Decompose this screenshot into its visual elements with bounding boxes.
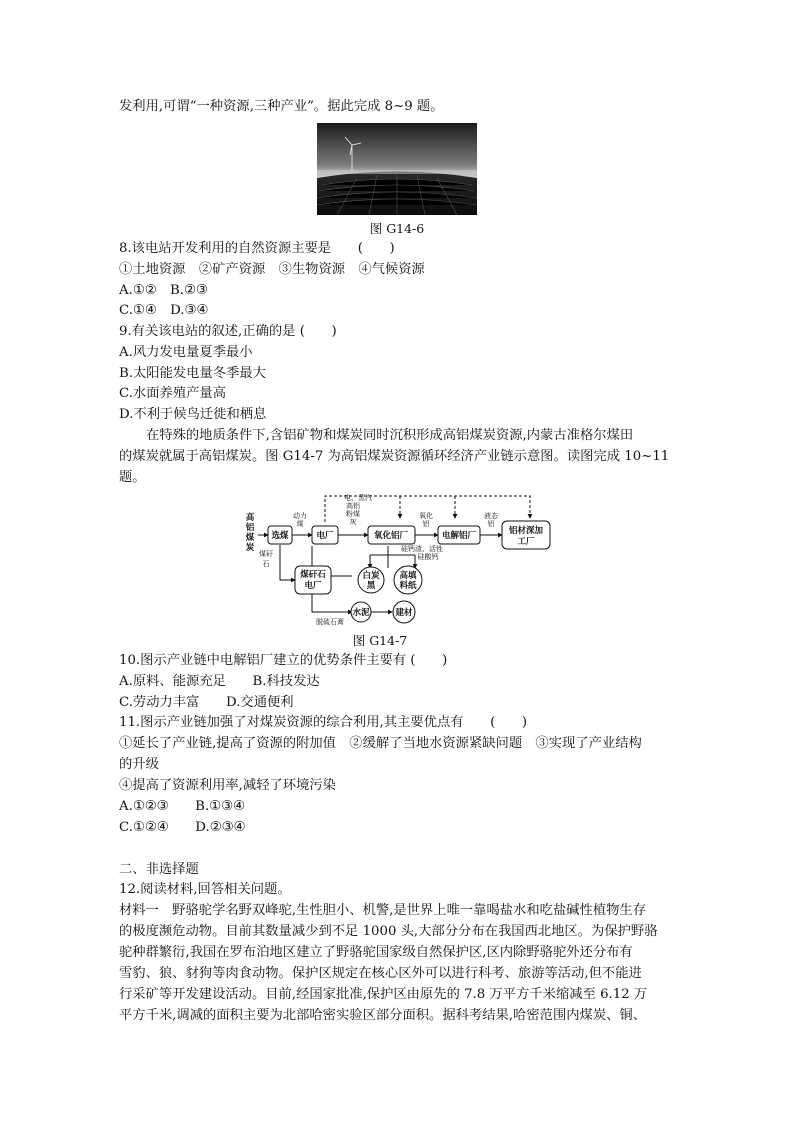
q12-stem: 12.阅读材料,回答相关问题。 [119,882,291,897]
circle-gaotian-2: 料纸 [399,581,417,591]
q11-items-1b: 的升级 [119,757,159,772]
q8-stem: 8.该电站开发利用的自然资源主要是 ( ) [119,241,395,256]
q10-options-ab: A.原料、能源充足 B.科技发达 [119,674,320,689]
label-yetailv-2: 铝 [487,520,495,528]
q9-option-c: C.水面养殖产量高 [119,386,227,401]
label-yanghualv-1: 氧化 [419,512,433,520]
q11-options-cd: C.①②④ D.②③④ [119,820,246,835]
box-lvcai-1: 铝材深加 [508,526,544,536]
fig6-caption: 图 G14-6 [369,221,425,236]
q12-line-5: 行采矿等开发建设活动。目前,经国家批准,保护区由原先的 7.8 万平方千米缩减至 6.12 万 [119,987,648,1002]
q9-stem: 9.有关该电站的叙述,正确的是 ( ) [119,324,337,339]
q8-options-cd: C.①④ D.③④ [119,303,209,318]
q11-items-2: ④提高了资源利用率,减轻了环境污染 [119,778,336,793]
q10-options-cd: C.劳动力丰富 D.交通便利 [119,695,294,710]
label-yetailv-1: 液态 [484,512,498,520]
label-guigaizha-1: 硅钙渣、活性 [401,545,443,553]
diagram-left-3: 煤 [245,533,255,543]
circle-baitanhei-2: 黑 [366,581,376,591]
box-lvcai-2: 工厂 [517,537,535,547]
circle-gaotian-1: 高填 [399,571,417,581]
label-gaolv-3: 灰 [349,518,357,526]
label-dianzhengqi: 电、蒸汽 [344,494,372,502]
box-dianchang: 电厂 [316,531,334,541]
circle-jiancai: 建材 [395,608,413,618]
box-yanghualvchang: 氧化铝厂 [373,531,409,541]
diagram-left-2: 铝 [245,523,255,533]
box-meiganshi-dianchang-1: 煤矸石 [300,570,326,580]
label-yanghualv-2: 铝 [422,520,430,528]
para2-line-3: 题。 [119,470,146,485]
q8-items: ①土地资源 ②矿产资源 ③生物资源 ④气候资源 [119,262,425,277]
box-meiganshi-dianchang-2: 电厂 [304,581,322,591]
circle-baitanhei-1: 白炭 [362,571,380,581]
circle-shuini: 水泥 [352,608,370,618]
label-gaolv-1: 高铝 [346,502,360,510]
q12-line-2: 的极度濒危动物。目前其数量减少到不足 1000 头,大部分分布在我国西北地区。为保护野骆 [119,924,658,939]
q12-line-3: 驼种群繁衍,我国在罗布泊地区建立了野骆驼国家级自然保护区,区内除野骆驼外还分布有 [119,945,633,960]
box-dianjielvchang: 电解铝厂 [441,531,477,541]
q9-option-d: D.不利于候鸟迁徙和栖息 [119,407,267,422]
diagram-left-1: 高 [245,513,255,523]
label-gaolv-2: 粉煤 [346,510,360,518]
q9-option-b: B.太阳能发电量冬季最大 [119,366,266,381]
industry-chain-diagram [240,490,560,633]
box-xuanmei: 选煤 [271,531,289,541]
label-meiganshi-1: 煤矸 [259,550,273,558]
label-guigaizha-2: 硅酸钙 [417,553,439,561]
solar-plant-photo [317,123,477,215]
diagram-left-4: 炭 [245,543,255,553]
q11-items-1: ①延长了产业链,提高了资源的附加值 ②缓解了当地水资源紧缺问题 ③实现了产业结构 [119,736,642,751]
label-tuoliushigao: 脱硫石膏 [316,618,344,626]
q12-line-1: 材料一 野骆驼学名野双峰驼,生性胆小、机警,是世界上唯一靠喝盐水和吃盐碱性植物生存 [119,903,647,918]
intro-line: 发利用,可谓“一种资源,三种产业”。据此完成 8~9 题。 [119,99,444,114]
q11-stem: 11.图示产业链加强了对煤炭资源的综合利用,其主要优点有 ( ) [119,715,528,730]
q8-options-ab: A.①② B.②③ [119,283,208,298]
para2-line-1: 在特殊的地质条件下,含铝矿物和煤炭同时沉积形成高铝煤炭资源,内蒙古准格尔煤田 [146,428,634,443]
label-meiganshi-2: 石 [262,560,270,568]
q11-options-ab: A.①②③ B.①③④ [119,799,245,814]
section-heading: 二、非选择题 [119,862,199,877]
q12-line-4: 雪豹、狼、豺狗等肉食动物。保护区规定在核心区外可以进行科考、旅游等活动,但不能进 [119,966,642,981]
label-donglimei-1: 动力 [293,512,307,520]
fig7-caption: 图 G14-7 [352,633,408,648]
para2-line-2: 的煤炭就属于高铝煤炭。图 G14-7 为高铝煤炭资源循环经济产业链示意图。读图完成 10~11 [119,449,670,464]
q9-option-a: A.风力发电量夏季最小 [119,345,253,360]
q12-line-6: 平方千米,调减的面积主要为北部哈密实验区部分面积。据科考结果,哈密范围内煤炭、铜、 [119,1008,647,1023]
label-donglimei-2: 煤 [296,520,304,528]
q10-stem: 10.图示产业链中电解铝厂建立的优势条件主要有 ( ) [119,653,448,668]
